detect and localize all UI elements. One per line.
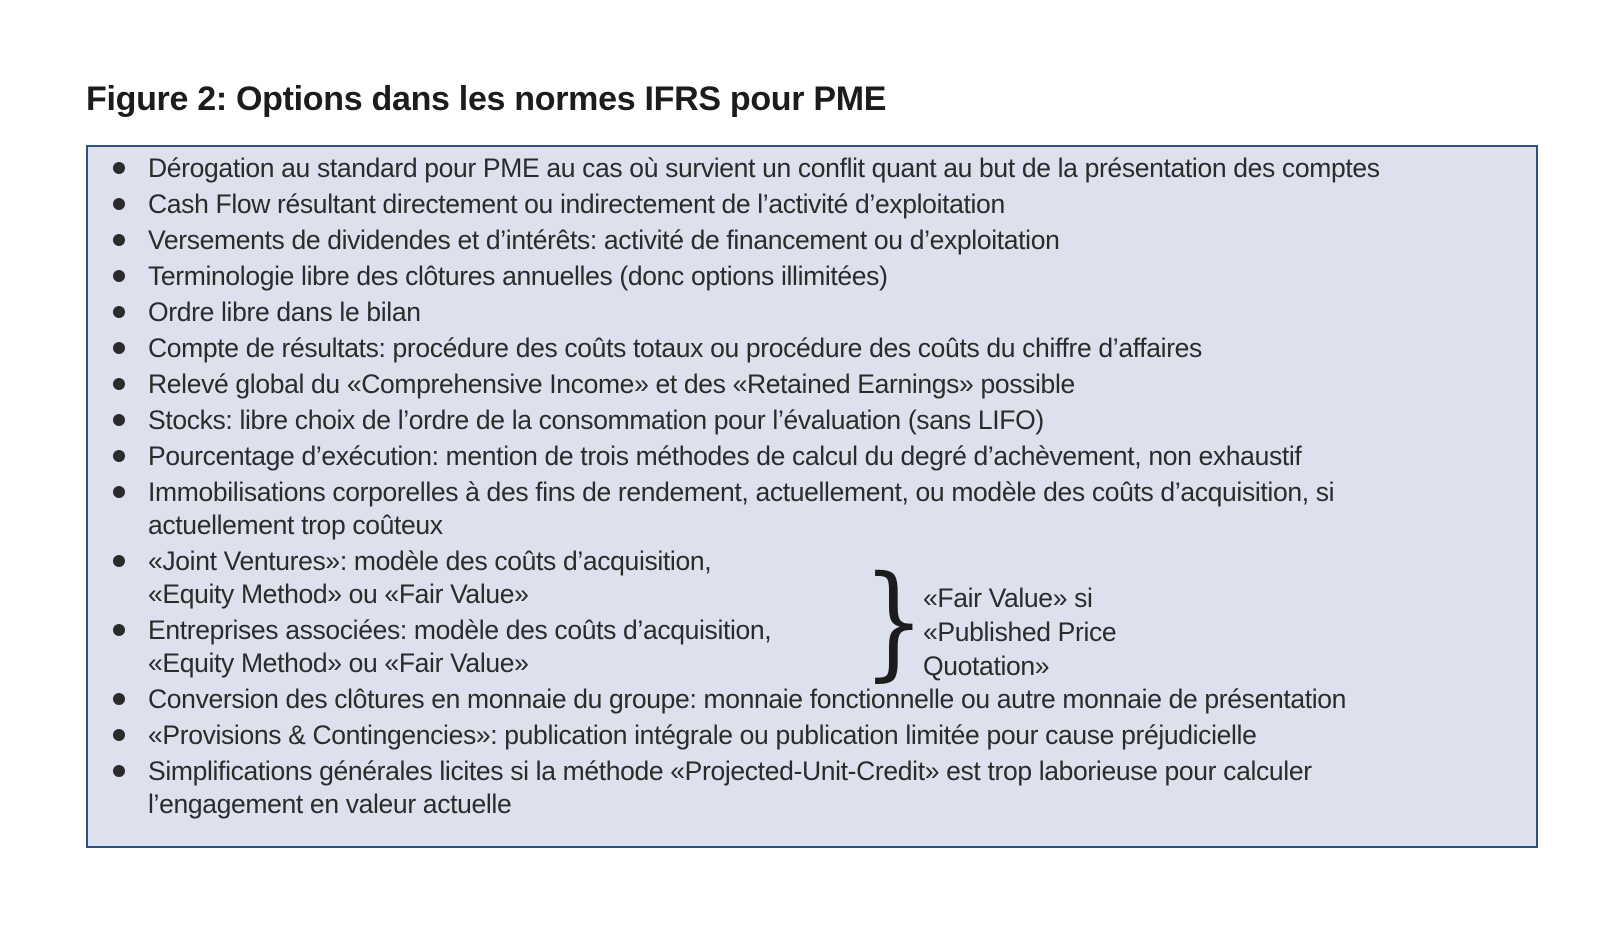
brace-note-line: Quotation» [923, 651, 1050, 681]
list-item-text: «Provisions & Contingencies»: publication intégrale ou publication limitée pour cause préjudicielle [148, 720, 1257, 750]
list-item-text: Versements de dividendes et d’intérêts: activité de financement ou d’exploitation [148, 225, 1060, 255]
options-box [86, 145, 1538, 848]
bullet-icon [113, 198, 125, 210]
bullet-icon [113, 555, 125, 567]
list-item-text: Compte de résultats: procédure des coûts totaux ou procédure des coûts du chiffre d’affaires [148, 333, 1202, 363]
list-item-text: Cash Flow résultant directement ou indirectement de l’activité d’exploitation [148, 189, 1005, 219]
bullet-icon [113, 378, 125, 390]
brace-note-line: «Published Price [923, 617, 1117, 647]
list-item-text: Stocks: libre choix de l’ordre de la consommation pour l’évaluation (sans LIFO) [148, 405, 1044, 435]
list-item-text-continued: l’engagement en valeur actuelle [148, 789, 512, 819]
bullet-icon [113, 306, 125, 318]
figure-title: Figure 2: Options dans les normes IFRS pour PME [86, 80, 887, 118]
list-item-text: «Joint Ventures»: modèle des coûts d’acquisition, [148, 546, 712, 576]
list-item-text: Entreprises associées: modèle des coûts d’acquisition, [148, 615, 772, 645]
list-item-text: Simplifications générales licites si la méthode «Projected-Unit-Credit» est trop laborieuse pour calculer [148, 756, 1312, 786]
bullet-icon [113, 624, 125, 636]
list-item-text: Pourcentage d’exécution: mention de trois méthodes de calcul du degré d’achèvement, non exhaustif [148, 441, 1302, 471]
list-item-text: Immobilisations corporelles à des fins de rendement, actuellement, ou modèle des coûts d’acquisition, si [148, 477, 1335, 507]
bullet-icon [113, 234, 125, 246]
list-item-text: Dérogation au standard pour PME au cas où survient un conflit quant au but de la présentation des comptes [148, 153, 1380, 183]
list-item-text-continued: actuellement trop coûteux [148, 510, 443, 540]
list-item-text-continued: «Equity Method» ou «Fair Value» [148, 579, 529, 609]
list-item-text: Ordre libre dans le bilan [148, 297, 421, 327]
bullet-icon [113, 162, 125, 174]
bullet-icon [113, 342, 125, 354]
bullet-icon [113, 486, 125, 498]
bullet-icon [113, 414, 125, 426]
list-item-text: Terminologie libre des clôtures annuelles (donc options illimitées) [148, 261, 888, 291]
list-item-text: Conversion des clôtures en monnaie du groupe: monnaie fonctionnelle ou autre monnaie de présentation [148, 684, 1347, 714]
bullet-icon [113, 765, 125, 777]
bullet-icon [113, 693, 125, 705]
list-item-text: Relevé global du «Comprehensive Income» et des «Retained Earnings» possible [148, 369, 1075, 399]
bullet-icon [113, 270, 125, 282]
bullet-icon [113, 729, 125, 741]
bullet-icon [113, 450, 125, 462]
brace-note-line: «Fair Value» si [923, 583, 1093, 613]
curly-brace-icon: } [863, 550, 925, 694]
list-item-text-continued: «Equity Method» ou «Fair Value» [148, 648, 529, 678]
brace-note [923, 581, 1116, 683]
